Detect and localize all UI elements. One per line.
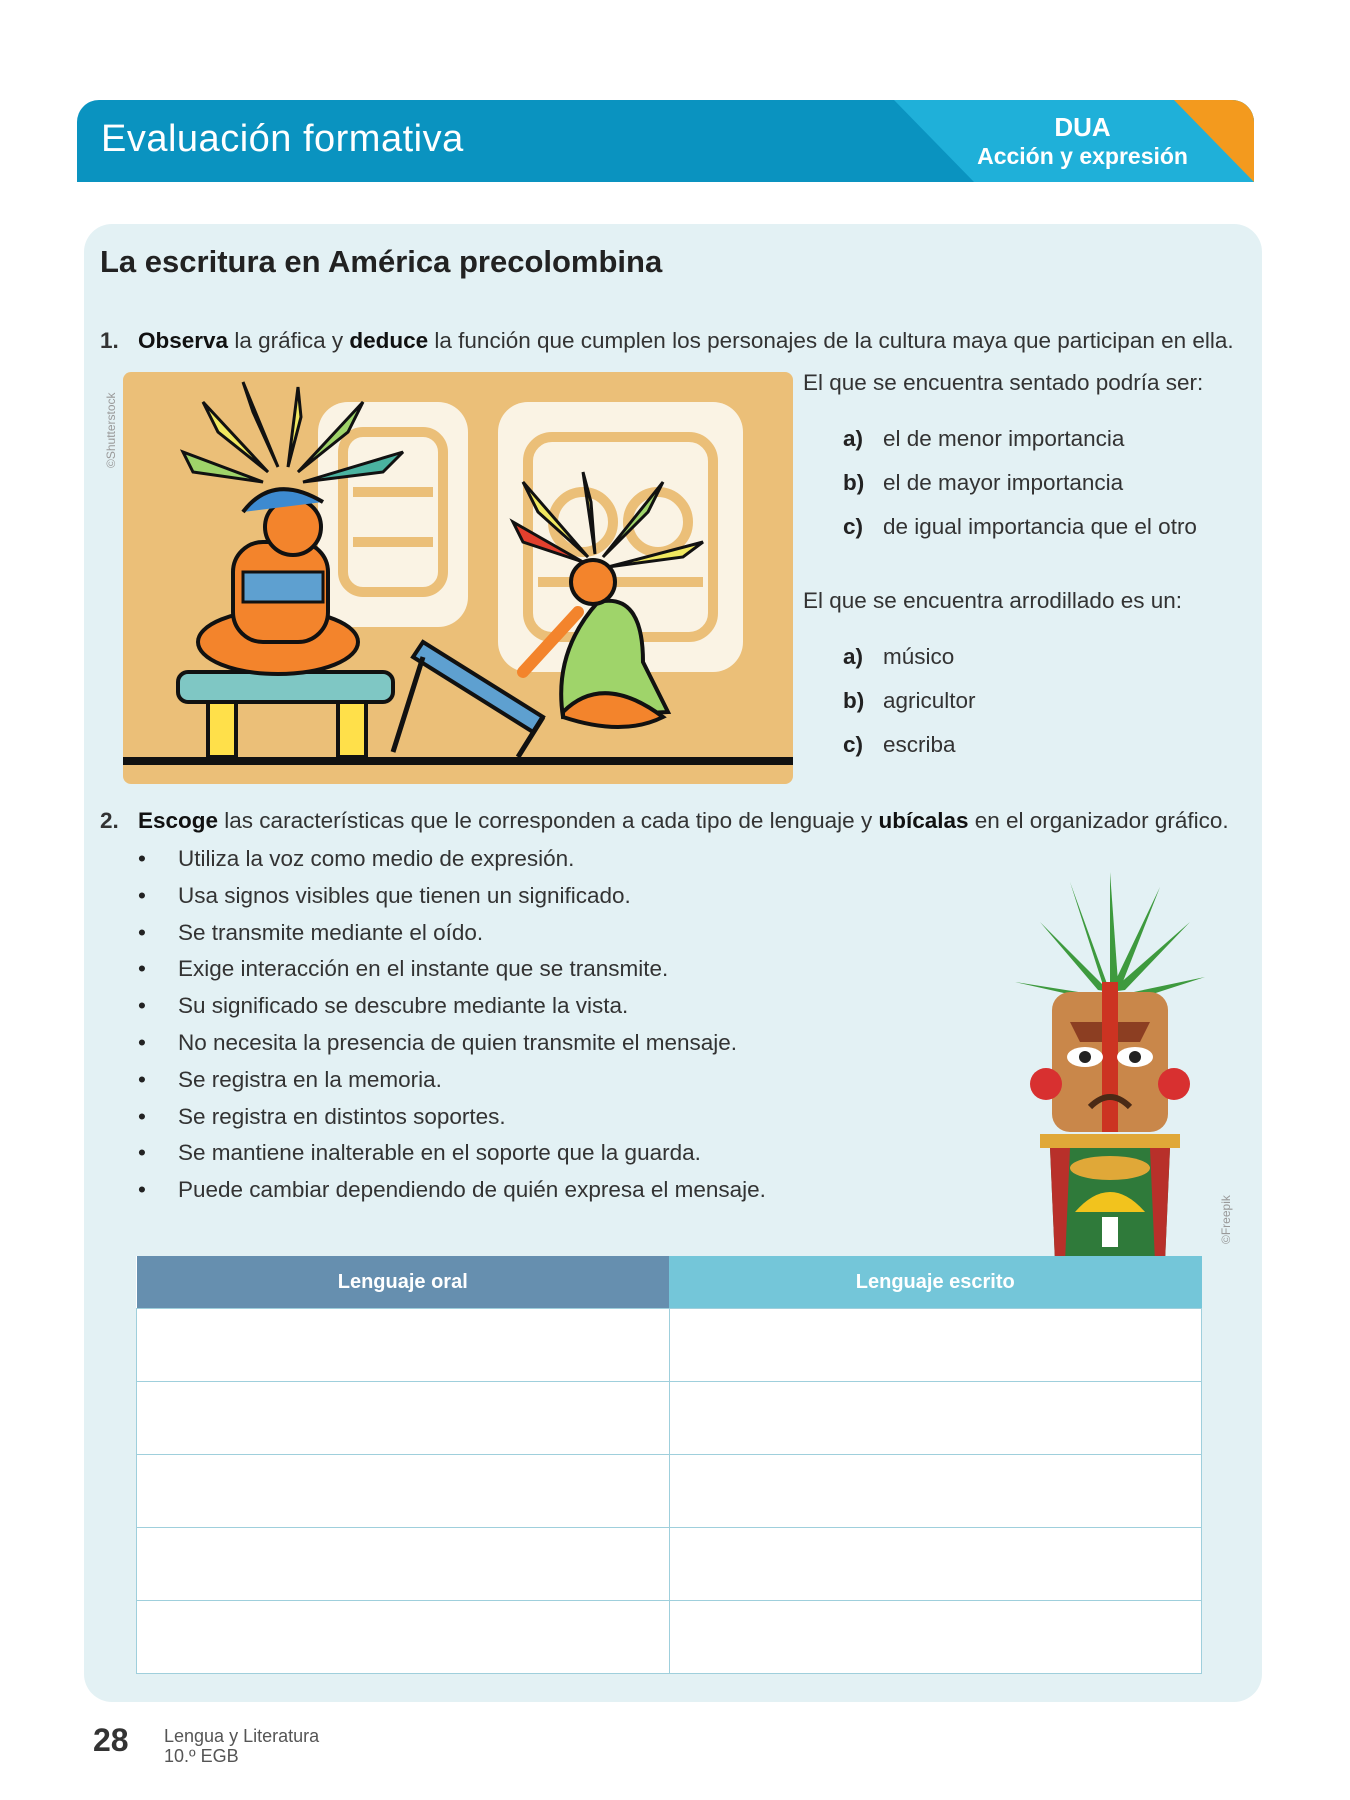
q1-verb-observa: Observa	[138, 328, 229, 353]
question-1	[100, 328, 1234, 354]
q1-group1-option-c[interactable]	[843, 514, 1197, 540]
list-item: • Se registra en la memoria.	[138, 1067, 766, 1104]
section-title: La escritura en América precolombina	[100, 244, 663, 279]
oral-cell[interactable]	[137, 1528, 670, 1601]
option-text: agricultor	[883, 688, 976, 713]
escrito-cell[interactable]	[669, 1601, 1202, 1674]
oral-cell[interactable]	[137, 1601, 670, 1674]
escrito-cell[interactable]	[669, 1382, 1202, 1455]
dua-tag	[977, 112, 1188, 170]
option-letter: c)	[843, 732, 864, 757]
option-letter: c)	[843, 514, 864, 539]
question-2	[100, 808, 1229, 834]
footer-subject-block	[164, 1726, 319, 1766]
question-1-number: 1.	[100, 328, 119, 353]
table-row	[137, 1382, 1202, 1455]
q1-verb-deduce: deduce	[349, 328, 429, 353]
q1-group2-option-a[interactable]	[843, 644, 954, 670]
q1-group2-option-c[interactable]	[843, 732, 956, 758]
maya-mask-illustration	[1010, 872, 1210, 1264]
list-item: • Se transmite mediante el oído.	[138, 920, 766, 957]
list-item: • Usa signos visibles que tienen un significado.	[138, 883, 766, 920]
option-text: escriba	[883, 732, 956, 757]
maya-scene-image	[123, 372, 793, 784]
q1-group2-option-b[interactable]	[843, 688, 976, 714]
oral-cell[interactable]	[137, 1382, 670, 1455]
table-row	[137, 1309, 1202, 1382]
option-text: de igual importancia que el otro	[883, 514, 1197, 539]
list-item: • Exige interacción en el instante que se transmite.	[138, 956, 766, 993]
question-2-number: 2.	[100, 808, 119, 833]
q2-text-1: las características que le corresponden a cada tipo de lenguaje y	[218, 808, 879, 833]
column-header-escrito: Lenguaje escrito	[669, 1256, 1202, 1309]
list-item: • Puede cambiar dependiendo de quién expresa el mensaje.	[138, 1177, 766, 1214]
q1-text-2: la función que cumplen los personajes de la cultura maya que participan en ella.	[428, 328, 1234, 353]
list-item: • Se registra en distintos soportes.	[138, 1104, 766, 1141]
column-header-oral: Lenguaje oral	[137, 1256, 670, 1309]
characteristics-list	[138, 846, 766, 1214]
list-item: • No necesita la presencia de quien transmite el mensaje.	[138, 1030, 766, 1067]
maya-illustration	[123, 372, 793, 784]
option-letter: b)	[843, 470, 865, 495]
tiki-mask-image	[1010, 872, 1210, 1264]
dua-label: DUA	[1054, 112, 1111, 142]
illustration-credit: ©Shutterstock	[104, 392, 118, 468]
q1-group1-option-a[interactable]	[843, 426, 1124, 452]
option-letter: a)	[843, 644, 864, 669]
q1-group2-intro: El que se encuentra arrodillado es un:	[803, 588, 1182, 613]
page-number: 28	[93, 1722, 129, 1758]
escrito-cell[interactable]	[669, 1309, 1202, 1382]
graphic-organizer-table	[136, 1256, 1202, 1674]
option-letter: b)	[843, 688, 865, 713]
q2-text-2: en el organizador gráfico.	[968, 808, 1229, 833]
header-banner	[77, 100, 1254, 182]
option-letter: a)	[843, 426, 864, 451]
escrito-cell[interactable]	[669, 1455, 1202, 1528]
list-item: • Utiliza la voz como medio de expresión.	[138, 846, 766, 883]
q1-text-1: la gráfica y	[228, 328, 350, 353]
q1-group1-intro: El que se encuentra sentado podría ser:	[803, 370, 1204, 395]
oral-cell[interactable]	[137, 1309, 670, 1382]
list-item: • Se mantiene inalterable en el soporte que la guarda.	[138, 1140, 766, 1177]
option-text: músico	[883, 644, 955, 669]
table-row	[137, 1455, 1202, 1528]
q2-verb-ubicalas: ubícalas	[878, 808, 969, 833]
q2-verb-escoge: Escoge	[138, 808, 219, 833]
list-item: • Su significado se descubre mediante la vista.	[138, 993, 766, 1030]
footer-grade: 10.º EGB	[164, 1746, 239, 1766]
option-text: el de menor importancia	[883, 426, 1125, 451]
table-row	[137, 1528, 1202, 1601]
escrito-cell[interactable]	[669, 1528, 1202, 1601]
footer-subject: Lengua y Literatura	[164, 1726, 320, 1746]
table-row	[137, 1601, 1202, 1674]
option-text: el de mayor importancia	[883, 470, 1124, 495]
banner-title: Evaluación formativa	[101, 118, 464, 160]
mask-credit: ©Freepik	[1219, 1195, 1233, 1244]
q1-group1-option-b[interactable]	[843, 470, 1123, 496]
dua-subtitle: Acción y expresión	[977, 143, 1188, 169]
oral-cell[interactable]	[137, 1455, 670, 1528]
